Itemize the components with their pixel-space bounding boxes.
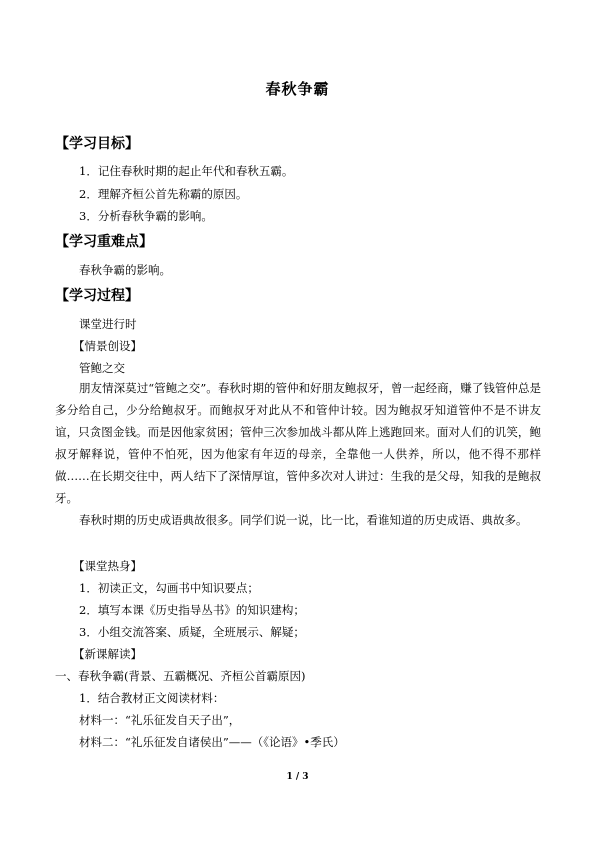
goal-item-2: 2．理解齐桓公首先称霸的原因。: [79, 187, 248, 201]
new-lesson-label: 【新课解读】: [73, 647, 142, 661]
material-two: 材料二：“礼乐征发自诸侯出”——（《论语》•季氏）: [79, 735, 345, 749]
section-heading-goals: 【学习目标】: [55, 136, 139, 152]
part-one-step: 1．结合教材正文阅读材料：: [79, 691, 225, 705]
goal-item-1: 1．记住春秋时期的起止年代和春秋五霸。: [79, 164, 294, 178]
story-paragraph: 朋友情深莫过“管鲍之交”。春秋时期的管仲和好朋友鲍叔牙，曾一起经商，赚了钱管仲总是多分给自己，少分给鲍叔牙。而鲍叔牙对此从不和管仲计较。因为鲍叔牙知道管仲不是不讲友谊，只贪图金钱。而是因他家贫困；管仲三次参加战斗都从阵上逃跑回来。面对人们的讥笑，鲍叔牙解释说，管仲不怕死，因为他家有年迈的母亲，全靠他一人供养，所以，他不得不那样做……在长期交往中，两人结下了深情厚谊，管仲多次对人讲过：生我的是父母，知我的是鲍叔牙。: [55, 381, 541, 505]
section-heading-key-points: 【学习重难点】: [55, 234, 153, 250]
warmup-item-1: 1．初读正文，勾画书中知识要点；: [79, 581, 259, 595]
scene-label: 【情景创设】: [73, 339, 142, 353]
part-one-heading: 一、春秋争霸(背景、五霸概况、齐桓公首霸原因): [55, 669, 306, 683]
goal-item-3: 3．分析春秋争霸的影响。: [79, 209, 213, 223]
section-heading-process: 【学习过程】: [55, 288, 139, 304]
warmup-item-3: 3．小组交流答案、质疑，全班展示、解疑；: [79, 625, 305, 639]
page-title: 春秋争霸: [265, 80, 330, 98]
warmup-item-2: 2．填写本课《历史指导丛书》的知识建构；: [79, 603, 305, 617]
key-point-text: 春秋争霸的影响。: [79, 263, 171, 277]
page-number: 1 / 3: [286, 772, 309, 782]
story-title: 管鲍之交: [79, 361, 125, 375]
class-progress-label: 课堂进行时: [79, 317, 137, 331]
material-one: 材料一：“礼乐征发自天子出”，: [79, 713, 241, 727]
idiom-paragraph: 春秋时期的历史成语典故很多。同学们说一说，比一比，看谁知道的历史成语、典故多。: [79, 513, 528, 527]
warmup-label: 【课堂热身】: [73, 559, 142, 573]
